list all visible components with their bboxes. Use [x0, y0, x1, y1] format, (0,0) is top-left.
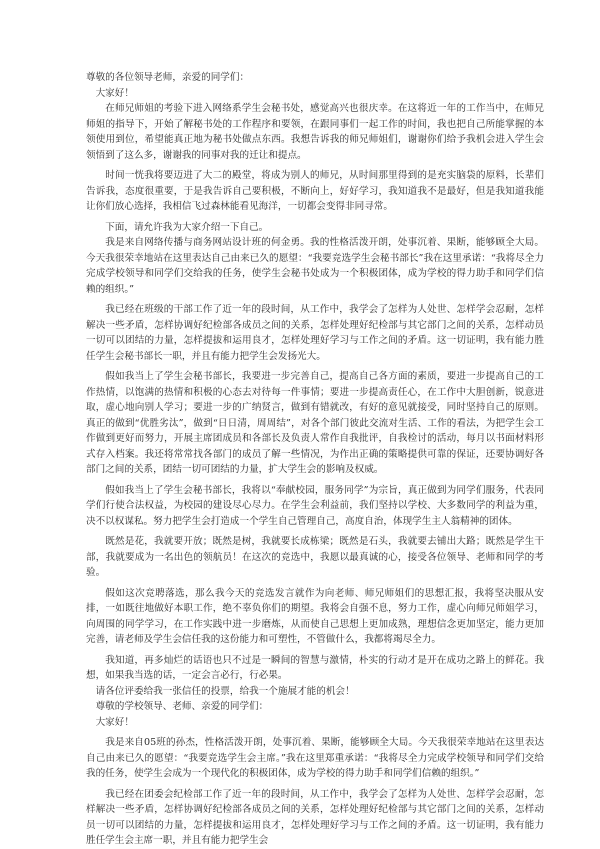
- doc-paragraph: 大家好！: [95, 716, 134, 728]
- doc-paragraph: 我已经在团委会纪检部工作了近一年的段时间，从工作中，我学会了怎样为人处世、怎样学会忍耐，怎样解决一些矛盾，怎样协调好纪检部各成员之间的关系，怎样处理好纪检部与其它部门之间的关系，怎样动员一切可以团结的力量，怎样提拔和运用良才，怎样处理好学习与工作之间的矛盾。这一切证明，我有能力胜任学生会主席一职，并且有能力把学生会: [86, 788, 544, 846]
- doc-paragraph: 下面，请允许我为大家介绍一下自己。: [105, 221, 269, 233]
- doc-paragraph: 我已经在班级的干部工作了近一年的段时间，从工作中，我学会了怎样为人处世、怎样学会忍耐，怎样解决一些矛盾，怎样协调好纪检部各成员之间的关系，怎样处理好纪检部与其它部门之间的关系，怎样动员一切可以团结的力量，怎样提拔和运用良才，怎样处理好学习与工作之间的矛盾。这一切证明，我有能力胜任学生会秘书部长一职，并且有能力把学生会发扬光大。: [86, 304, 544, 362]
- doc-paragraph: 既然是花，我就要开放；既然是树，我就要长成栋梁；既然是石头，我就要去铺出大路；既然是学生干部，我就要成为一名出色的领航员！在这次的竞选中，我愿以最真诚的心，接受各位领导、老师和同学的考验。: [86, 536, 544, 578]
- doc-paragraph: 我是来自05班的孙杰，性格活泼开朗，处事沉着、果断，能够顾全大局。今天我很荣幸地站在这里表达自己由来已久的愿望：“我要竞选学生会主席。”我在这里郑重承诺：“我将尽全力完成学校领导和同学们交给我的任务，使学生会成为一个现代化的积极团体，成为学校的得力助手和同学们信赖的组织。”: [86, 737, 544, 779]
- doc-paragraph: 在师兄师姐的考验下进入网络系学生会秘书处，感觉高兴也很庆幸。在这将近一年的工作当中，在师兄师姐的指导下，开始了解秘书处的工作程序和要领，在跟同事们一起工作的时间，我也把自己所能掌握的本领使用到位，希望能真正地为秘书处做点东西。我想告诉我的师兄师姐们，谢谢你们给予我机会进入学生会领悟到了这么多，谢谢我的同事对我的迁让和提点。: [86, 103, 544, 161]
- doc-paragraph: 尊敬的学校领导、老师、亲爱的同学们：: [95, 701, 269, 712]
- doc-paragraph: 请各位评委给我一张信任的投票，给我一个施展才能的机会！: [95, 685, 355, 697]
- doc-paragraph: 尊敬的各位领导老师，亲爱的同学们：: [86, 72, 250, 83]
- doc-paragraph: 时间一恍我将要迈进了大二的殿堂，将成为别人的师兄，从时间那里得到的是充实脑袋的原料，长辈们告诉我，态度很重要，于是我告诉自己要积极，不断向上，好好学习，我知道我不是最好，但是我知道我能让你们放心选择，我相信飞过森林能看见海洋，一切都会变得非同寻常。: [86, 170, 544, 212]
- doc-paragraph: 假如我当上了学生会秘书部长，我要进一步完善自己，提高自己各方面的素质，要进一步提高自己的工作热情，以饱满的热情和积极的心态去对待每一件事情；要进一步提高责任心，在工作中大胆创新，锐意进取，虚心地向别人学习；要进一步的广纳贤言，做到有错就改，有好的意见就接受，同时坚持自己的原则。真正的做到“优胜劣汰”，做到“日日清，周周结”，对各个部门彼此交流对生活、工作的看法，为把学生会工作做到更好而努力，开展主席团成员和各部长及负责人常作自我批评，自我检讨的活动，每月以书面材料形式存入档案。我还将常常找各部门的成员了解一些情况，为作出正确的策略提供可靠的保证，还要协调好各部门之间的关系，团结一切可团结的力量，扩大学生会的影响及权威。: [86, 371, 544, 475]
- doc-paragraph: 我是来自网络传播与商务网站设计班的何金勇。我的性格活泼开朗，处事沉着、果断，能够顾全大局。今天我很荣幸地站在这里表达自己由来已久的愿望：“我要竞选学生会秘书部长”我在这里承诺：“我将尽全力完成学校领导和同学们交给我的任务，使学生会秘书处成为一个积极团体，成为学校的得力助手和同学们信赖的组织。”: [86, 237, 544, 295]
- doc-paragraph: 大家好！: [95, 87, 134, 99]
- doc-paragraph: 假如这次竞聘落选，那么我今天的竞选发言就作为向老师、师兄师姐们的思想汇报，我将坚决服从安排，一如既往地做好本职工作，绝不辜负你们的期望。我将会自强不息，努力工作，虚心向师兄师姐学习，向周围的同学学习，在工作实践中进一步磨炼，从而使自己思想上更加成熟，理想信念更加坚定，能力更加完善，请老师及学生会信任我的这份能力和可塑性，不管做什么，我都将竭尽全力。: [86, 587, 544, 645]
- doc-paragraph: 我知道，再多灿烂的话语也只不过是一瞬间的智慧与激情，朴实的行动才是开在成功之路上的鲜花。我想，如果我当选的话，一定会言必行，行必果。: [86, 654, 544, 681]
- doc-paragraph: 假如我当上了学生会秘书部长，我将以“奉献校园，服务同学”为宗旨，真正做到为同学们服务，代表同学们行使合法权益，为校园的建设尽心尽力。在学生会利益前，我们坚持以学校、大多数同学的利益为重，决不以权谋私。努力把学生会打造成一个学生自己管理自己，高度自治，体现学生主人翁精神的团体。: [86, 484, 544, 527]
